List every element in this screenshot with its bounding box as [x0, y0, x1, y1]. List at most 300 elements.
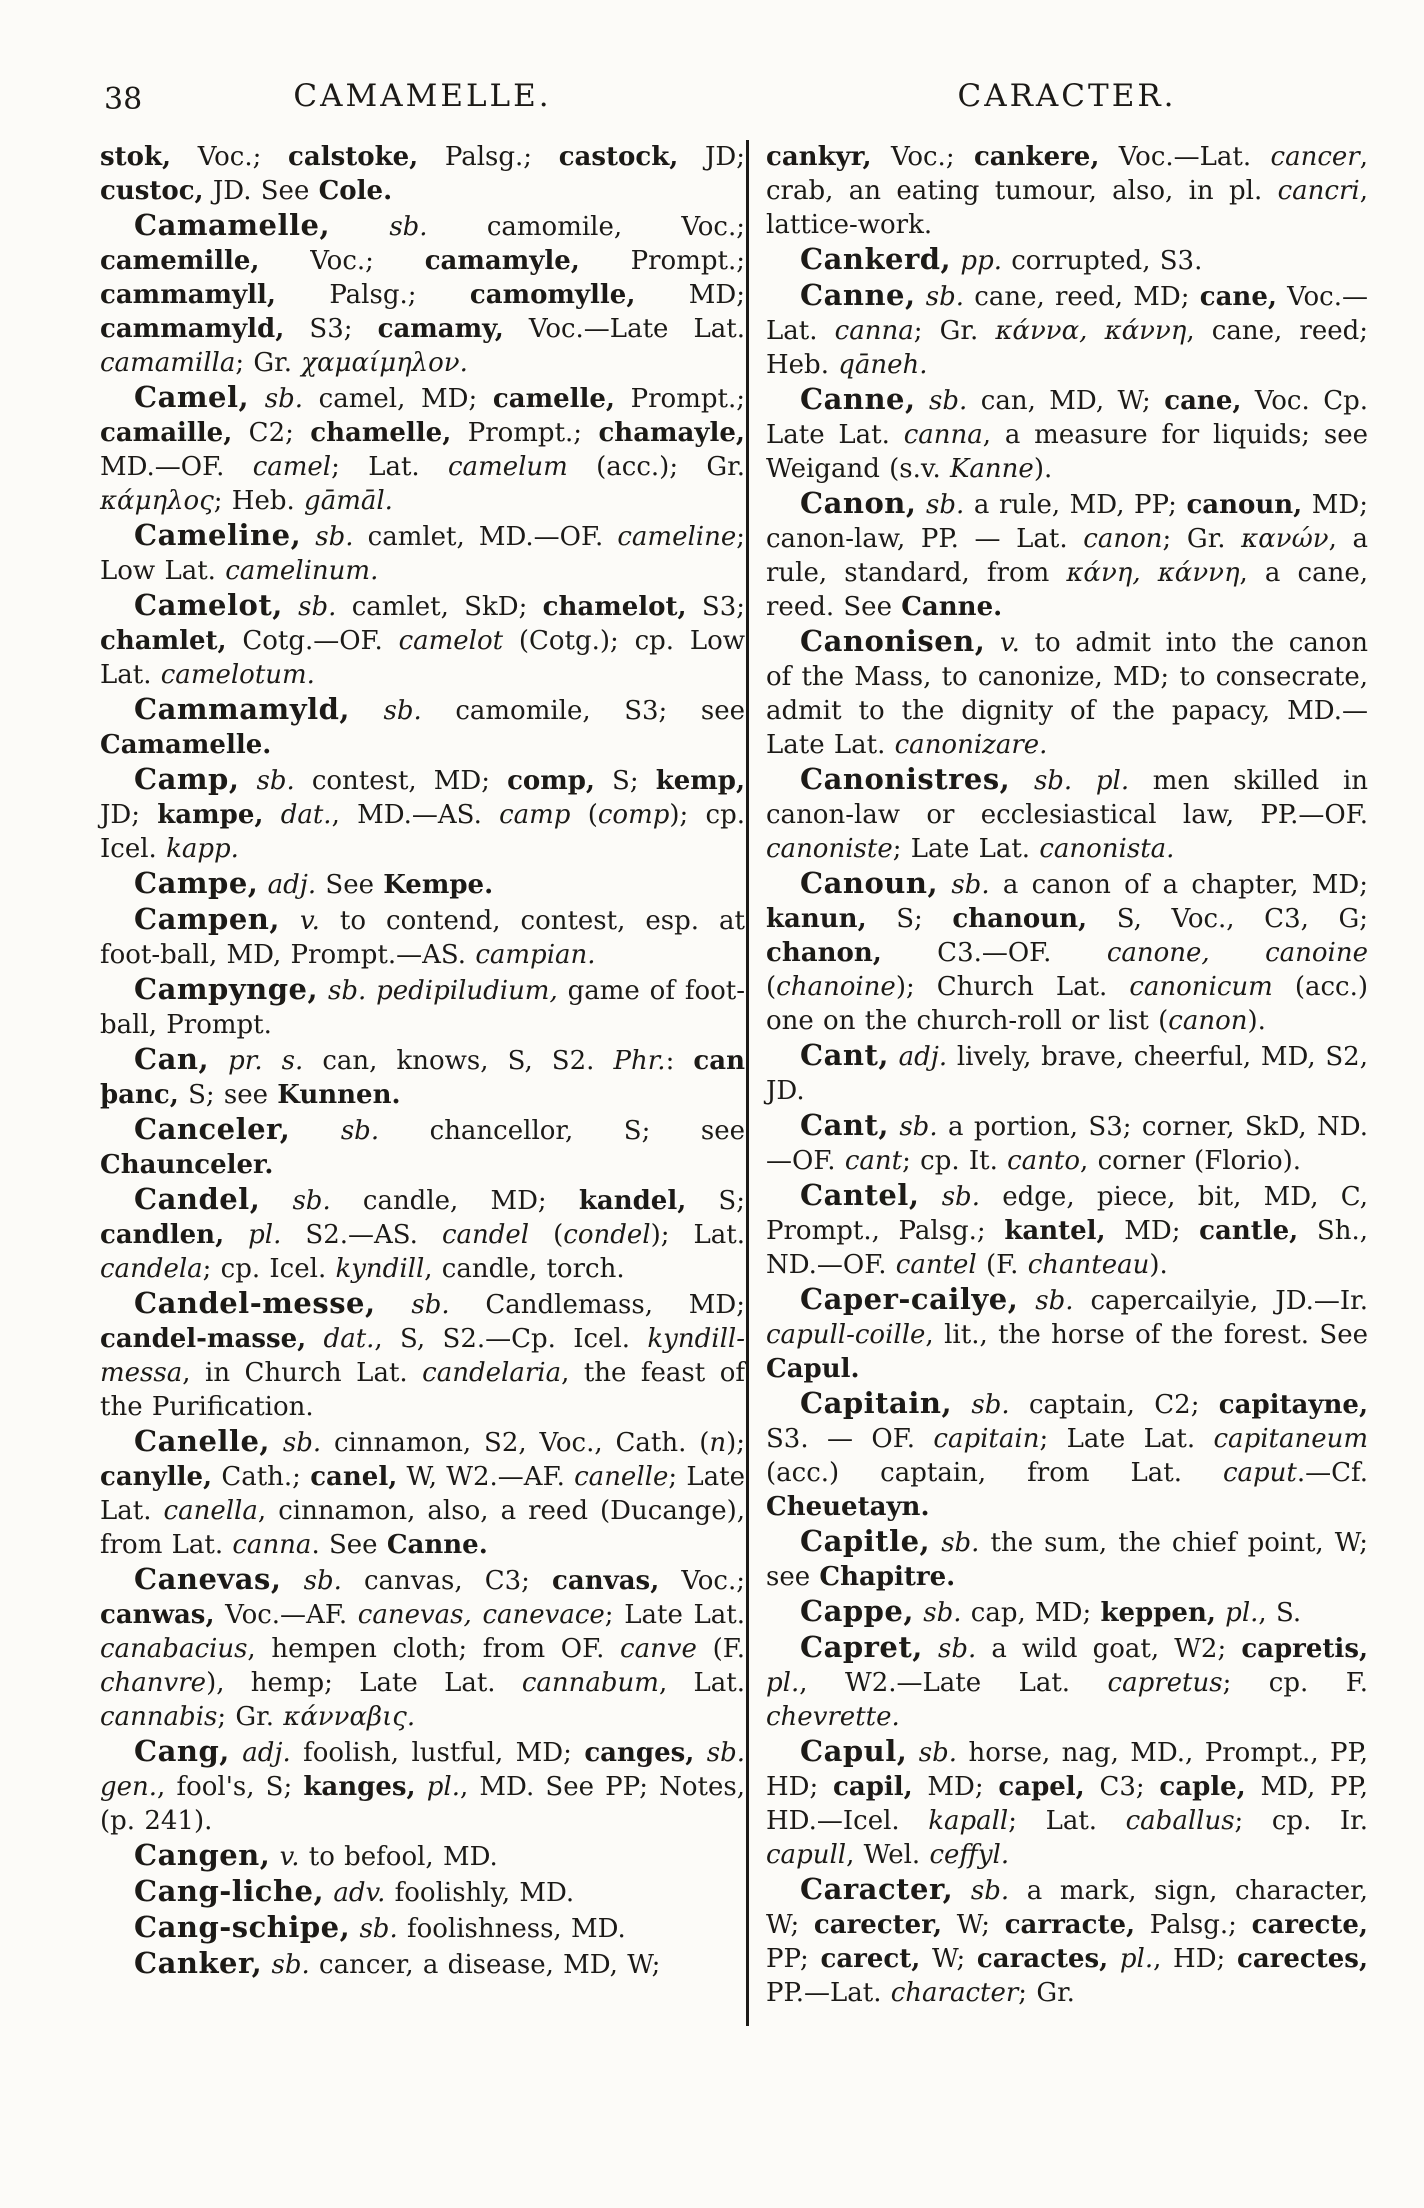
entry-text: ); Lat. [650, 1220, 745, 1250]
entry-headword: Candel-messe, [134, 1286, 376, 1320]
entry-text: , cane, reed; Heb. [766, 316, 1369, 380]
entry-text: MD; [1105, 1216, 1200, 1246]
entry-text: sb. [888, 1112, 938, 1142]
entry-text: to contend, contest, esp. at foot-ball, MD, Prompt.—AS. [100, 906, 746, 970]
entry-text: can, knows, S, S2. [303, 1046, 614, 1076]
entry-text: Prompt.; [614, 384, 745, 414]
entry-text: ceffyl. [929, 1840, 1010, 1870]
entry-text: Prompt.; [451, 418, 599, 448]
dictionary-entry [100, 208, 745, 380]
dictionary-entry [100, 140, 745, 208]
entry-headword: Canon, [800, 486, 917, 520]
entry-text: sb. [952, 1390, 1010, 1420]
dictionary-entry [766, 1386, 1368, 1524]
entry-text: JD. See [203, 176, 319, 206]
entry-text: : [665, 1046, 694, 1076]
entry-text: canonizare. [894, 730, 1048, 760]
entry-text: cammamyld, [100, 314, 285, 344]
dictionary-entry [100, 1874, 745, 1910]
entry-headword: Capitain, [800, 1386, 953, 1420]
entry-text: sb. [281, 1566, 342, 1596]
entry-text: camelinum. [225, 556, 379, 586]
entry-headword: Canonisen, [800, 624, 986, 658]
entry-text: canonista. [1039, 834, 1175, 864]
entry-text: ). [1033, 454, 1053, 484]
dictionary-entry [100, 1946, 745, 1982]
entry-text: keppen, [1100, 1598, 1216, 1628]
entry-text: v. [270, 1842, 300, 1872]
column-divider-rule [746, 140, 749, 2026]
entry-text: JD; [100, 800, 158, 830]
entry-text: κάννα, κάννη [995, 316, 1187, 346]
dictionary-entry [100, 1424, 745, 1562]
entry-text: dat. [306, 1324, 375, 1354]
entry-text: capretus [1107, 1668, 1223, 1698]
entry-text: campian. [475, 940, 596, 970]
entry-text: PP.—Lat. [766, 1978, 891, 2008]
entry-text: Voc.—Late Lat. [503, 314, 745, 344]
entry-text: canwas, [100, 1600, 215, 1630]
entry-text: , lit., the horse of the forest. See [925, 1320, 1368, 1350]
entry-headword: Cameline, [134, 518, 302, 552]
entry-text: sb. [239, 766, 295, 796]
entry-headword: Cappe, [800, 1594, 914, 1628]
entry-text: canna [834, 316, 914, 346]
dictionary-entry [100, 972, 745, 1042]
entry-text: ). [1149, 1250, 1168, 1280]
entry-text: pl. [1215, 1598, 1259, 1628]
entry-text: (acc.) one on the church-roll or list ( [766, 972, 1368, 1036]
entry-text: sb. [375, 1290, 450, 1320]
page-header [100, 78, 1368, 122]
entry-text: Capul. [766, 1354, 860, 1384]
entry-text: n [709, 1428, 727, 1458]
entry-text: pl. [415, 1772, 460, 1802]
entry-text: ), hemp; Late Lat. [206, 1668, 522, 1698]
entry-text: , W2.—Late Lat. [799, 1668, 1108, 1698]
column-left [100, 140, 745, 1982]
entry-text: cameline [617, 522, 737, 552]
entry-text: camamyle, [424, 246, 580, 276]
dictionary-entry [766, 278, 1368, 382]
entry-text: , crab, an eating tumour, also, in pl. [766, 142, 1368, 206]
entry-headword: Cantel, [800, 1178, 920, 1212]
entry-text: χαμαίμηλον. [301, 348, 468, 378]
dictionary-entry [100, 692, 745, 762]
entry-text: camaille, [100, 418, 233, 448]
entry-text: κανών [1241, 524, 1329, 554]
entry-text: capercailyie, JD.—Ir. [1073, 1286, 1368, 1316]
entry-headword: Cant, [800, 1108, 889, 1142]
entry-text: sb. [938, 870, 990, 900]
entry-text: sb. [270, 1428, 322, 1458]
entry-text: canna [232, 1530, 312, 1560]
entry-text: chanon, [766, 938, 882, 968]
entry-text: Chapitre. [819, 1562, 956, 1592]
entry-text: Camamelle. [100, 730, 272, 760]
entry-text: MD; [912, 1772, 999, 1802]
dictionary-entry [100, 380, 745, 518]
entry-text: Palsg.; [275, 280, 470, 310]
entry-text: Voc.—Lat. [1099, 142, 1271, 172]
entry-text: ); Church Lat. [895, 972, 1130, 1002]
entry-headword: Canker, [134, 1946, 263, 1980]
entry-text: corrupted, S3. [1001, 246, 1203, 276]
entry-headword: Camelot, [134, 588, 283, 622]
entry-text: ; Gr. [1018, 1978, 1075, 2008]
entry-text: (F. [976, 1250, 1028, 1280]
entry-headword: Campynge, [134, 972, 319, 1006]
entry-headword: Camamelle, [134, 208, 331, 242]
entry-text: carracte, [1004, 1910, 1136, 1940]
entry-text: custoc, [100, 176, 204, 206]
page-number: 38 [104, 82, 143, 117]
entry-text: ; Late Lat. [892, 834, 1040, 864]
entry-text: (Cotg.); cp. Low Lat. [100, 626, 745, 690]
entry-text: candlen, [100, 1220, 225, 1250]
entry-text: to befool, MD. [299, 1842, 498, 1872]
entry-text: S3. — OF. [766, 1424, 934, 1454]
entry-text: ; Gr. [913, 316, 996, 346]
entry-text: , cinnamon, also, a reed (Ducange), from Lat. [100, 1496, 745, 1560]
entry-text: W; [920, 1944, 977, 1974]
dictionary-entry [100, 1286, 745, 1424]
entry-text: chamelot, [542, 592, 687, 622]
entry-text: ; Heb. [213, 486, 305, 516]
entry-text: S3; [284, 314, 378, 344]
entry-text: canon [1168, 1006, 1248, 1036]
entry-text: camlet, MD.—OF. [353, 522, 618, 552]
entry-text: a mark, sign, character, W; [766, 1876, 1369, 1940]
entry-text: (acc.); Gr. [567, 452, 745, 482]
entry-text: canonicum [1129, 972, 1273, 1002]
entry-text: Voc.—Lat. [766, 282, 1369, 346]
entry-text: to admit into the canon of the Mass, to canonize, MD; to consecrate, admit to the dignity of the papacy, MD.—Late Lat. [766, 628, 1368, 760]
entry-text: Sh., ND.—OF. [766, 1216, 1368, 1280]
entry-text: caractes, [976, 1944, 1109, 1974]
dictionary-entry [766, 1594, 1368, 1630]
entry-text: camelotum. [160, 660, 315, 690]
entry-text: condel [563, 1220, 651, 1250]
entry-text: v. [279, 906, 320, 936]
entry-headword: Camp, [134, 762, 240, 796]
dictionary-entry [100, 1042, 745, 1112]
entry-text: S; see [178, 1080, 278, 1110]
entry-text: , a cane, reed. See [766, 558, 1368, 622]
entry-text: kyndill-messa [100, 1324, 745, 1388]
entry-text: men skilled in canon-law or ecclesiastical law, PP.—OF. [766, 766, 1368, 830]
dictionary-entry [766, 1734, 1368, 1872]
entry-text: , corner (Florio). [1080, 1146, 1302, 1176]
dictionary-entry [100, 866, 745, 902]
entry-text: ; Late Lat. [1039, 1424, 1214, 1454]
entry-text: camelot [398, 626, 504, 656]
entry-text: adv. [324, 1878, 386, 1908]
dictionary-entry [766, 1178, 1368, 1282]
dictionary-entry [100, 588, 745, 692]
entry-text: sb. [301, 522, 354, 552]
entry-text: canylle, [100, 1462, 213, 1492]
entry-text: cannabum [521, 1668, 659, 1698]
entry-headword: Canelle, [134, 1424, 270, 1458]
entry-text: S2.—AS. [281, 1220, 442, 1250]
entry-text: , Lat. [658, 1668, 745, 1698]
entry-text: caballus [1125, 1806, 1235, 1836]
dictionary-entry [766, 1282, 1368, 1386]
entry-text: Cheuetayn. [766, 1492, 930, 1522]
dictionary-entry [100, 1910, 745, 1946]
entry-text: carectes, [1237, 1944, 1368, 1974]
entry-text: canon [1083, 524, 1163, 554]
entry-text: ; cp. F. [1222, 1668, 1368, 1698]
entry-text: chanteau [1027, 1250, 1150, 1280]
entry-text: stok, [100, 142, 172, 172]
entry-text: ; Gr. [235, 348, 302, 378]
running-head-left: CAMAMELLE. [293, 78, 552, 114]
entry-text: foolishly, MD. [385, 1878, 575, 1908]
entry-text: cantle, [1199, 1216, 1299, 1246]
entry-text: ; Low Lat. [100, 522, 745, 586]
entry-text: gāmāl. [304, 486, 393, 516]
entry-headword: Canoun, [800, 866, 939, 900]
entry-headword: Cang-schipe, [134, 1910, 351, 1944]
entry-text: captain, C2; [1009, 1390, 1219, 1420]
entry-text: pp. [951, 246, 1002, 276]
entry-text: C3.—OF. [881, 938, 1107, 968]
entry-headword: Cankerd, [800, 242, 952, 276]
entry-text: Kunnen. [277, 1080, 401, 1110]
entry-text: cankere, [973, 142, 1100, 172]
entry-text: canelle [574, 1462, 669, 1492]
entry-text: ); [726, 1428, 745, 1458]
dictionary-entry [100, 518, 745, 588]
entry-text: canges, [584, 1738, 695, 1768]
entry-text: S3; [686, 592, 745, 622]
entry-text: a portion, S3; corner, SkD, ND.—OF. [766, 1112, 1368, 1176]
entry-text: cane, [1164, 386, 1242, 416]
entry-text: sb. [922, 1634, 977, 1664]
entry-text: , S, S2.—Cp. Icel. [374, 1324, 648, 1354]
entry-text: pl. [766, 1668, 800, 1698]
entry-text: kampe, [157, 800, 264, 830]
entry-text: sb. [290, 1116, 380, 1146]
entry-text: camel, MD; [303, 384, 493, 414]
entry-text: camelle, [492, 384, 615, 414]
entry-text: canoniste [766, 834, 893, 864]
entry-text: , lattice-work. [766, 176, 1368, 240]
entry-text: capull-coille [766, 1320, 926, 1350]
entry-text: , candle, torch. [424, 1254, 625, 1284]
entry-text: MD; [635, 280, 745, 310]
entry-text: . See [311, 1530, 387, 1560]
entry-text: sb. [930, 1528, 980, 1558]
entry-text: kapp. [166, 834, 239, 864]
entry-text: a canon of a chapter, MD; [989, 870, 1368, 900]
entry-text: Palsg.; [418, 142, 559, 172]
entry-text: contest, MD; [294, 766, 508, 796]
entry-text: sb. [1018, 1286, 1074, 1316]
entry-text: sb. [249, 384, 304, 414]
entry-text: kapall [928, 1806, 1009, 1836]
entry-text: foolishness, MD. [397, 1914, 626, 1944]
entry-text: ; Late Lat. [604, 1600, 746, 1630]
entry-text: candel [441, 1220, 530, 1250]
entry-text: cap, MD; [961, 1598, 1101, 1628]
entry-text: .—Cf. [1296, 1458, 1368, 1488]
entry-text: κάμηλος [100, 486, 214, 516]
entry-text: game of foot-ball, Prompt. [100, 976, 745, 1040]
entry-text: ; Late Lat. [100, 1462, 745, 1526]
entry-text: camel [252, 452, 332, 482]
entry-text: adj. [229, 1738, 291, 1768]
entry-text: sb. [262, 1950, 310, 1980]
entry-text: sb. pl. [1010, 766, 1130, 796]
entry-text: Kanne [950, 454, 1034, 484]
dictionary-entry [766, 866, 1368, 1038]
entry-text: Voc.—AF. [214, 1600, 358, 1630]
entry-text: canabacius [100, 1634, 248, 1664]
dictionary-entry [766, 1630, 1368, 1734]
entry-text: caple, [1159, 1772, 1246, 1802]
entry-text: can, MD, W; [967, 386, 1165, 416]
entry-text: ; Lat. [331, 452, 448, 482]
entry-text: camamilla [100, 348, 236, 378]
entry-text: calstoke, [288, 142, 419, 172]
entry-text: cammamyll, [100, 280, 276, 310]
entry-text: capel, [998, 1772, 1085, 1802]
entry-text: sb. [913, 1598, 962, 1628]
entry-text: See [316, 870, 384, 900]
entry-text: JD; [678, 142, 745, 172]
entry-text: candela [100, 1254, 203, 1284]
dictionary-entry [766, 486, 1368, 624]
entry-text: horse, nag, MD., Prompt., PP, HD; [766, 1738, 1368, 1802]
entry-text: cannabis [100, 1702, 218, 1732]
entry-text: , a measure for liquids; see Weigand (s.v. [766, 420, 1368, 484]
entry-text: lively, brave, cheerful, MD, S2, JD. [766, 1042, 1368, 1106]
dictionary-entry [100, 1734, 745, 1838]
entry-text: sb. [916, 490, 965, 520]
entry-headword: Canonistres, [800, 762, 1011, 796]
entry-headword: Campe, [134, 866, 259, 900]
entry-text: canvas, C3; [341, 1566, 553, 1596]
entry-text: adj. [258, 870, 317, 900]
entry-text: S; [866, 904, 953, 934]
entry-headword: Canevas, [134, 1562, 282, 1596]
entry-text: adj. [888, 1042, 948, 1072]
entry-text: , S. [1258, 1598, 1302, 1628]
entry-text: sb. pedipiludium, [318, 976, 558, 1006]
entry-text: sb. [282, 592, 337, 622]
entry-text: capil, [833, 1772, 913, 1802]
entry-text: chevrette. [766, 1702, 900, 1732]
entry-text: (acc.) captain, from Lat. [766, 1458, 1223, 1488]
entry-text: cankyr, [766, 142, 872, 172]
entry-text: camomile, Voc.; [427, 212, 746, 242]
dictionary-entry [100, 1112, 745, 1182]
entry-text: C2; [232, 418, 311, 448]
entry-text: cane, reed, MD; [964, 282, 1200, 312]
entry-text: Voc.; [171, 142, 289, 172]
entry-text: capitain [933, 1424, 1040, 1454]
entry-text: cancer [1270, 142, 1360, 172]
entry-text: MD; canon-law, PP. — Lat. [766, 490, 1369, 554]
entry-text: caput [1222, 1458, 1297, 1488]
entry-text: ( [766, 972, 777, 1002]
entry-headword: Caper-cailye, [800, 1282, 1019, 1316]
entry-text: Cotg.—OF. [226, 626, 399, 656]
entry-text: cantel [895, 1250, 977, 1280]
entry-text: capretis, [1241, 1634, 1369, 1664]
entry-text: pr. s. [209, 1046, 304, 1076]
entry-text: camamy, [377, 314, 504, 344]
entry-text: kanges, [303, 1772, 416, 1802]
entry-text: sb. [330, 212, 428, 242]
entry-text: ; cp. Icel. [202, 1254, 336, 1284]
entry-text: ; Gr. [217, 1702, 284, 1732]
entry-text: PP; [766, 1944, 821, 1974]
entry-text: , in Church Lat. [182, 1358, 423, 1388]
entry-text: capitayne, [1218, 1390, 1368, 1420]
entry-text: canto [1007, 1146, 1081, 1176]
dictionary-entry [100, 902, 745, 972]
entry-text: ). [1247, 1006, 1266, 1036]
entry-text: ; cp. Ir. [1234, 1806, 1368, 1836]
entry-text: Voc.; [659, 1566, 745, 1596]
dictionary-entry [100, 1182, 745, 1286]
column-right [766, 140, 1368, 2010]
entry-text: v. [985, 628, 1020, 658]
entry-text: carecter, [813, 1910, 943, 1940]
entry-text: Voc.; [871, 142, 974, 172]
entry-text: cinnamon, S2, Voc., Cath. ( [321, 1428, 710, 1458]
text-columns [100, 140, 1368, 2026]
entry-text: camomylle, [469, 280, 636, 310]
entry-text: sb. [915, 386, 968, 416]
entry-headword: Canne, [800, 382, 916, 416]
entry-text: , MD. See PP; Notes, (p. 241). [100, 1772, 745, 1836]
dictionary-entry [100, 1838, 745, 1874]
entry-text: canve [620, 1634, 697, 1664]
entry-text: the sum, the chief point, W; see [766, 1528, 1368, 1592]
entry-text: chanvre [100, 1668, 207, 1698]
entry-text: canevas, canevace [357, 1600, 605, 1630]
dictionary-entry [766, 1038, 1368, 1108]
entry-text: C3; [1084, 1772, 1160, 1802]
entry-text: S, Voc., C3, G; [1087, 904, 1368, 934]
entry-text: carecte, [1251, 1910, 1368, 1940]
entry-text: , fool's, S; [157, 1772, 304, 1802]
entry-text: canoun, [1186, 490, 1303, 520]
entry-text: canone, canoine [1106, 938, 1368, 968]
entry-text: comp, [507, 766, 595, 796]
entry-text: ; Lat. [1008, 1806, 1126, 1836]
entry-text: kantel, [1004, 1216, 1106, 1246]
dictionary-entry [100, 762, 745, 866]
entry-text: character [890, 1978, 1019, 2008]
entry-text: ); cp. Icel. [100, 800, 746, 864]
entry-headword: Canceler, [134, 1112, 291, 1146]
entry-text: cancer, a disease, MD, W; [309, 1950, 661, 1980]
entry-text: , the feast of the Purification. [100, 1358, 746, 1422]
entry-headword: Cang, [134, 1734, 230, 1768]
entry-headword: Candel, [134, 1182, 261, 1216]
entry-text: sb. [907, 1738, 958, 1768]
entry-text: ; Gr. [1162, 524, 1242, 554]
entry-text: Phr. [613, 1046, 666, 1076]
entry-text: , HD; [1153, 1944, 1237, 1974]
entry-text: dat. [263, 800, 332, 830]
